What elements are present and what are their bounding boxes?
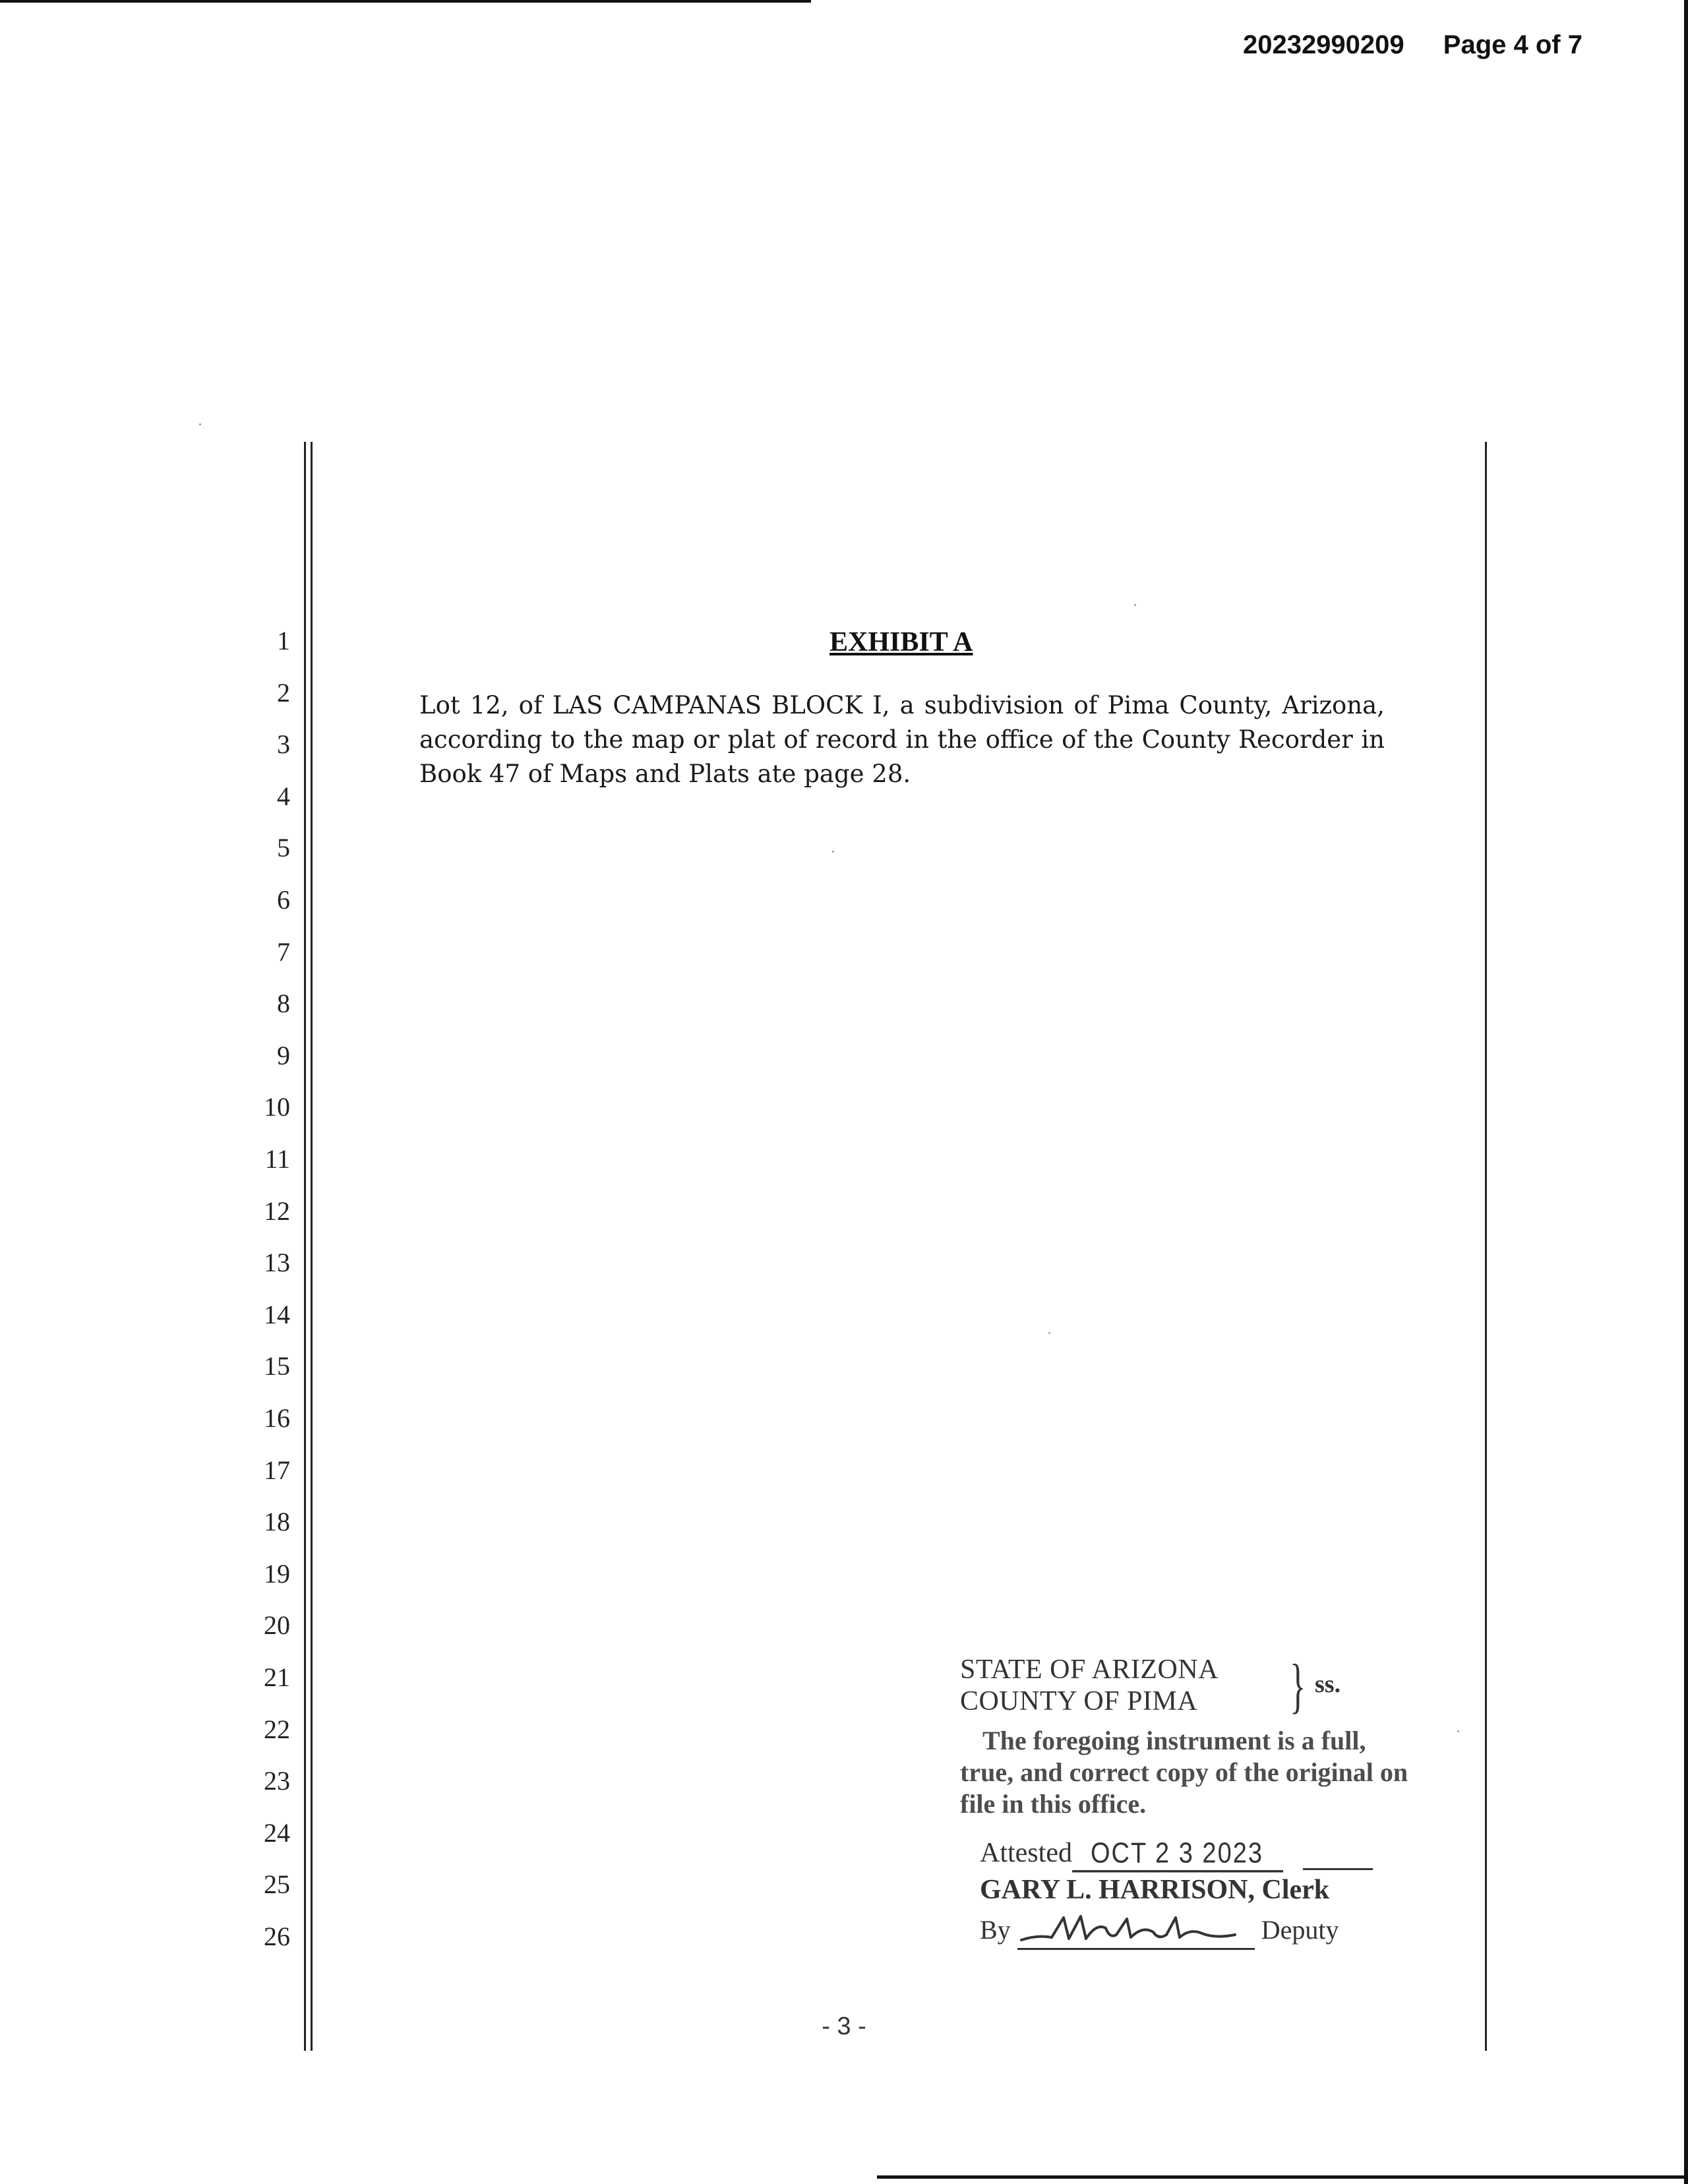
attested-blank-line: [1303, 1868, 1373, 1870]
recording-header: [1243, 30, 1582, 60]
venue-block: [960, 1654, 1422, 1722]
scan-edge-bottom: [877, 2175, 1688, 2179]
line-number: 10: [264, 1092, 290, 1122]
county-line: COUNTY OF PIMA: [960, 1686, 1198, 1716]
scan-speck: [1457, 1730, 1459, 1732]
scan-speck: [1134, 604, 1136, 606]
line-number: 23: [264, 1766, 290, 1796]
state-line: STATE OF ARIZONA: [960, 1654, 1219, 1685]
line-number: 7: [277, 936, 290, 967]
legal-description: Lot 12, of LAS CAMPANAS BLOCK I, a subdivision of Pima County, Arizona, according to the map or plat of record in the office of the County Recorder in Book 47 of Maps and Plats ate page 28.: [419, 691, 1385, 788]
line-number: 25: [264, 1869, 290, 1900]
signature-icon: [1017, 1908, 1255, 1948]
document-number: 20232990209: [1242, 30, 1404, 59]
line-number: 2: [277, 677, 290, 708]
line-number: 19: [264, 1558, 290, 1589]
handwritten-signature: [1017, 1908, 1255, 1950]
attested-label: Attested: [980, 1838, 1072, 1868]
page-indicator: Page 4 of 7: [1443, 30, 1582, 59]
certified-copy-stamp: [960, 1654, 1422, 1950]
line-number: 18: [264, 1507, 290, 1537]
line-number: 13: [264, 1248, 290, 1278]
page-number: - 3 -: [822, 2013, 866, 2040]
line-number: 4: [277, 781, 290, 811]
scan-speck: [832, 851, 834, 853]
line-number: 15: [264, 1351, 290, 1381]
line-number: 21: [264, 1662, 290, 1692]
scan-speck: [199, 423, 201, 425]
attested-line: [960, 1837, 1422, 1870]
left-margin-rule: [304, 442, 306, 2051]
line-number: 9: [277, 1040, 290, 1070]
line-number: 6: [277, 885, 290, 915]
ss-label: ss.: [1315, 1670, 1341, 1698]
scan-speck: [1048, 1332, 1050, 1334]
line-number: 8: [277, 988, 290, 1019]
by-label: By: [980, 1915, 1011, 1945]
left-margin-rule-inner: [311, 442, 313, 2051]
line-number: 12: [264, 1196, 290, 1226]
line-number: 22: [264, 1714, 290, 1744]
line-number: 1: [277, 626, 290, 655]
exhibit-title: EXHIBIT A: [829, 627, 973, 657]
scan-edge-top: [0, 0, 811, 3]
line-number: 11: [264, 1144, 290, 1174]
deputy-label: Deputy: [1261, 1915, 1339, 1945]
line-number: 3: [277, 729, 290, 760]
line-number: 14: [264, 1299, 290, 1329]
clerk-name: GARY L. HARRISON, Clerk: [980, 1875, 1330, 1905]
attested-date: OCT 2 3 2023: [1072, 1838, 1283, 1873]
right-margin-rule: [1485, 442, 1487, 2051]
scan-edge-right: [1684, 0, 1688, 2184]
brace-icon: }: [1289, 1652, 1306, 1719]
deputy-signature-line: [960, 1908, 1422, 1950]
line-number: 26: [264, 1922, 290, 1951]
certification-text: The foregoing instrument is a full, true, and correct copy of the original on file in this office.: [960, 1726, 1408, 1819]
line-number: 20: [264, 1610, 290, 1641]
line-number: 16: [264, 1403, 290, 1433]
line-number: 24: [264, 1817, 290, 1848]
line-number: 17: [264, 1455, 290, 1485]
line-number: 5: [277, 833, 290, 863]
